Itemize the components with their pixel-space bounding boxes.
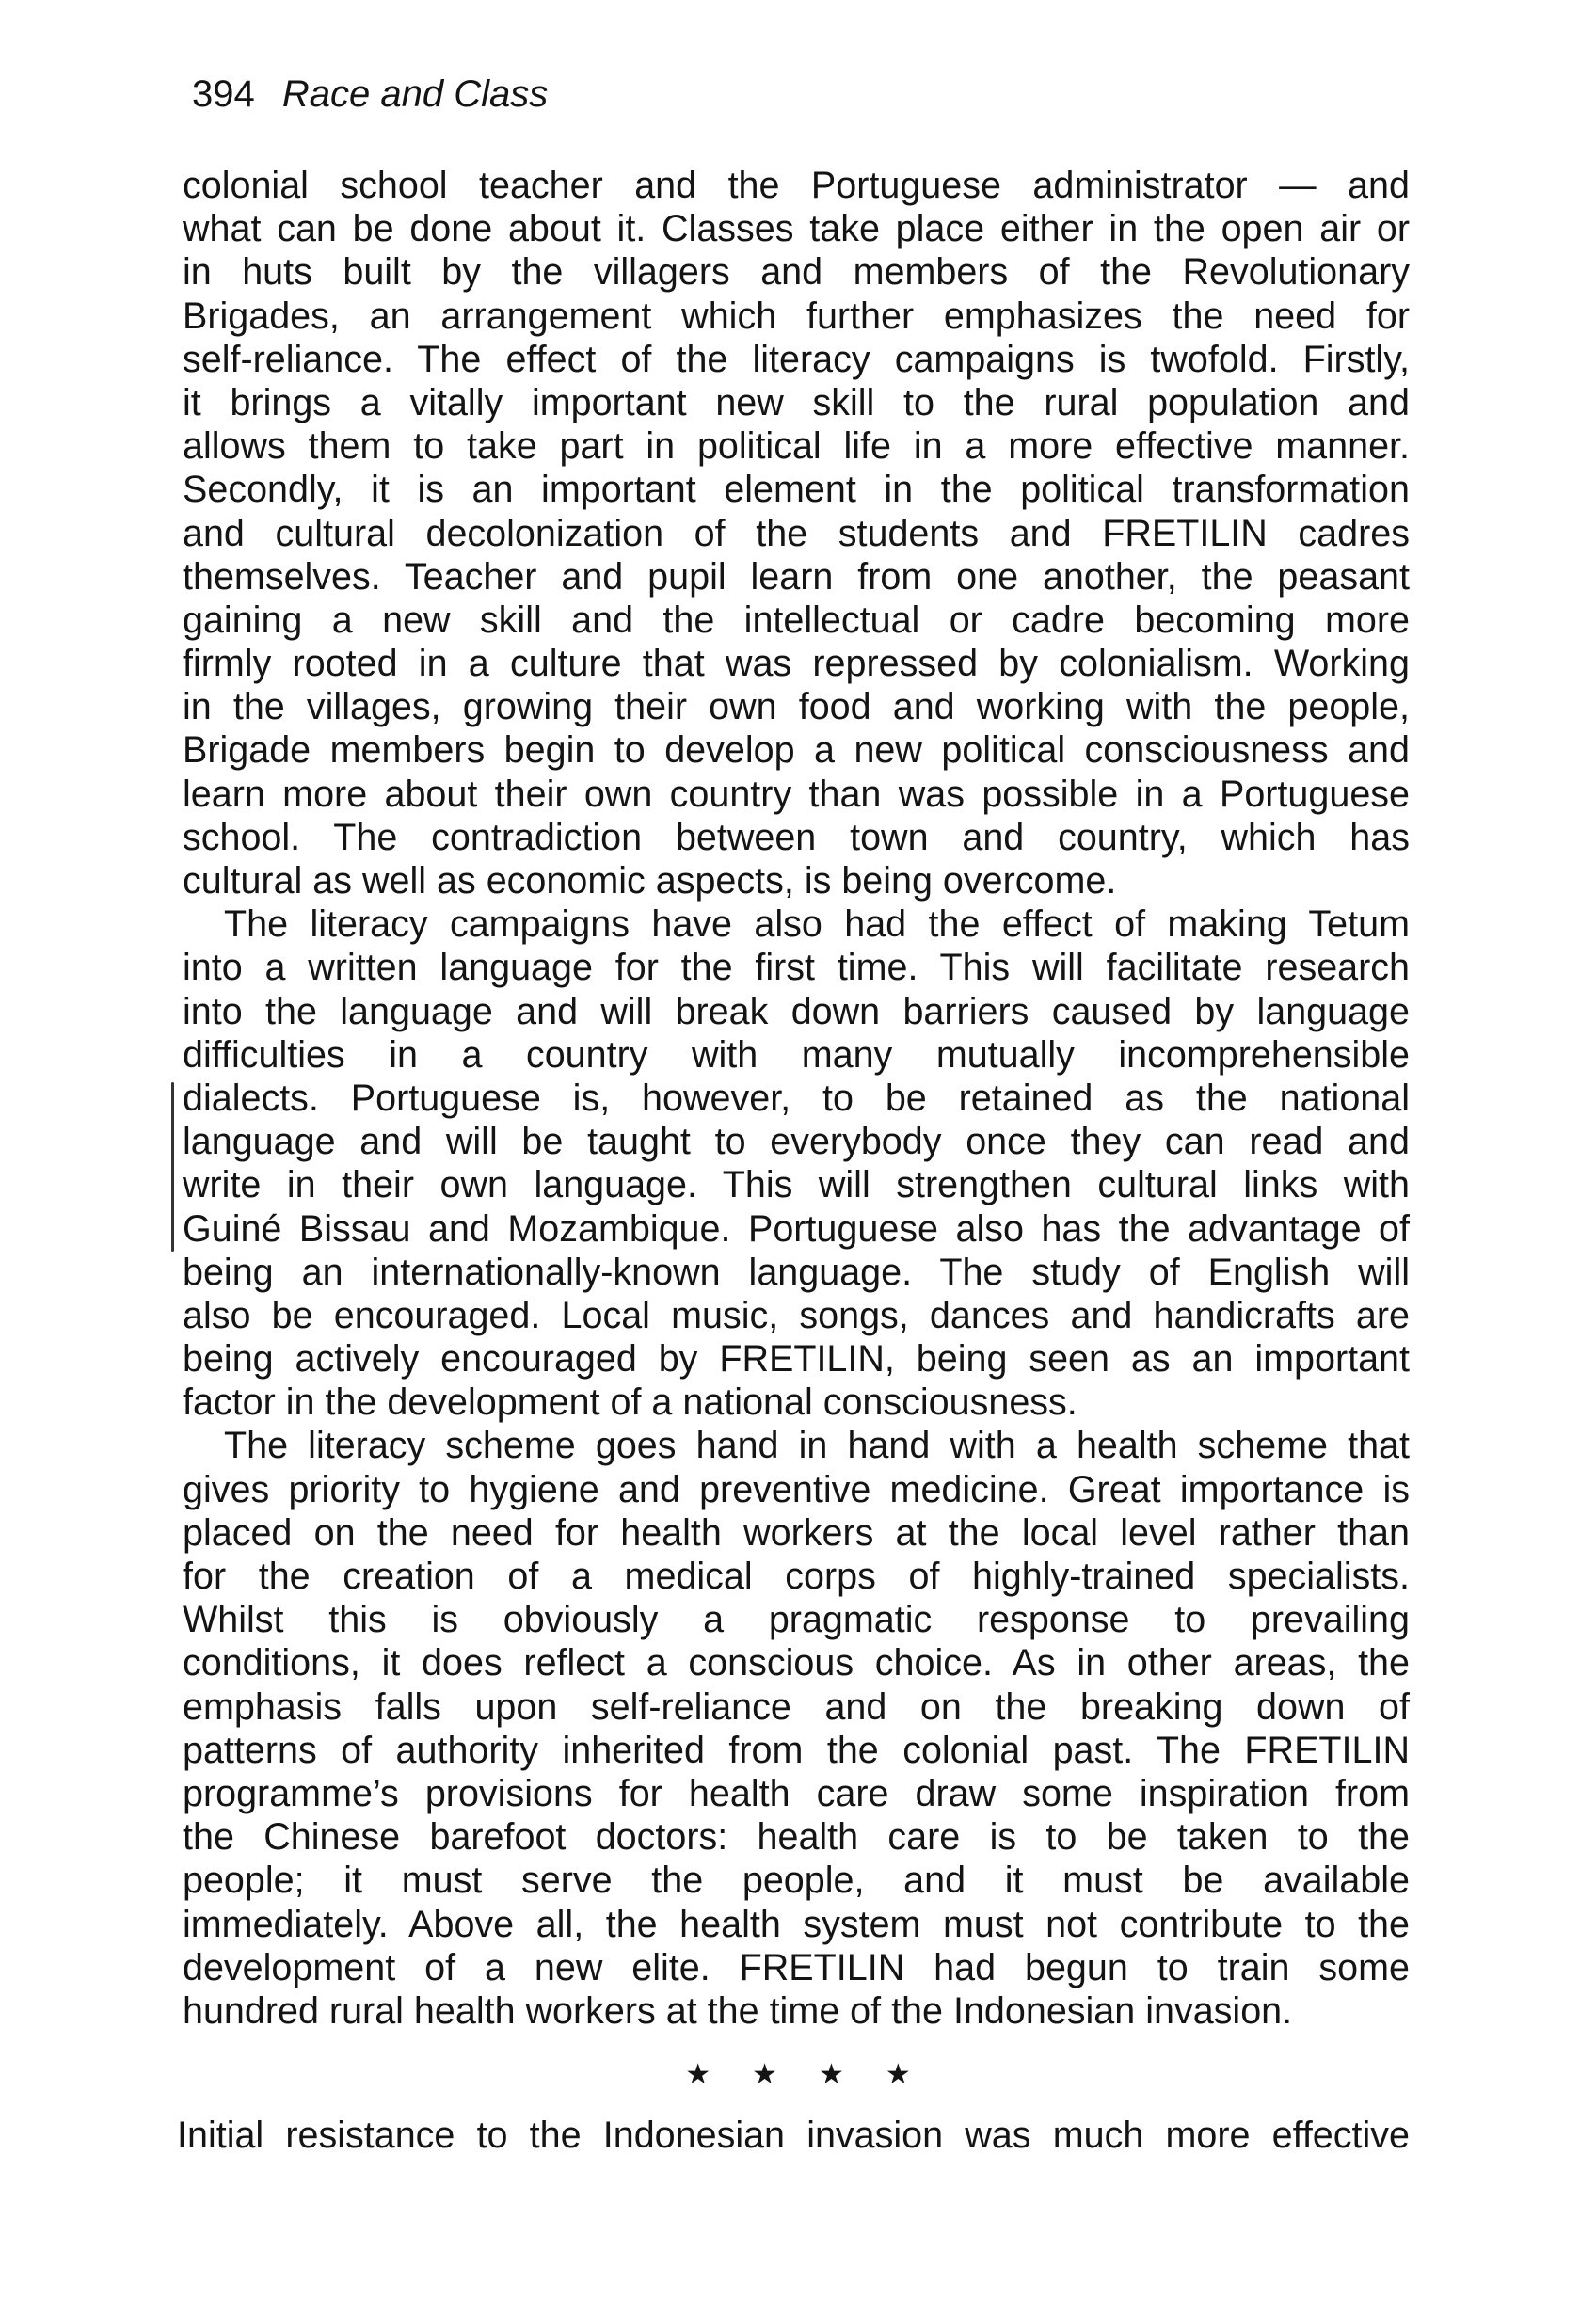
text-line: being an internationally-known language. The study of English will [183,1251,1410,1293]
text-line: emphasis falls upon self-reliance and on the breaking down of [183,1685,1410,1728]
text-line: in huts built by the villagers and members of the Revolutionary [183,251,1410,294]
text-line: for the creation of a medical corps of highly-trained specialists. [183,1556,1410,1597]
text-line: into the language and will break down barriers caused by language [183,990,1410,1032]
text-line: being actively encouraged by FRETILIN, being seen as an important [183,1338,1410,1381]
text-line: gaining a new skill and the intellectual or cadre becoming more [183,599,1410,641]
text-line: programme’s provisions for health care draw some inspiration from [183,1772,1410,1814]
text-line: placed on the need for health workers at the local level rather than [183,1511,1410,1554]
text-line: write in their own language. This will strengthen cultural links with [183,1164,1410,1206]
text-line: and cultural decolonization of the students and FRETILIN cadres [183,512,1410,554]
text-line: learn more about their own country than was possible in a Portuguese [183,773,1410,815]
star-icon: ★ [819,2058,844,2091]
closing-line: Initial resistance to the Indonesian invasion was much more effective [177,2115,1410,2156]
text-line: patterns of authority inherited from the colonial past. The FRETILIN [183,1729,1410,1771]
section-break [0,2052,1596,2099]
text-line: The literacy scheme goes hand in hand with a health scheme that [224,1425,1410,1467]
text-line: hundred rural health workers at the time of the Indonesian invasion. [183,1989,1293,2032]
star-icon: ★ [885,2058,911,2091]
journal-title: Race and Class [281,73,549,115]
text-line: school. The contradiction between town and country, which has [183,816,1410,858]
text-line: what can be done about it. Classes take place either in the open air or [183,208,1410,250]
text-line: it brings a vitally important new skill to the rural population and [183,381,1410,423]
body-text [183,164,1410,2033]
text-line: Whilst this is obviously a pragmatic response to prevailing [183,1599,1410,1641]
text-line: into a written language for the first time. This will facilitate research [183,947,1410,989]
star-icon: ★ [685,2058,711,2091]
text-line: The literacy campaigns have also had the effect of making Tetum [224,903,1410,946]
text-line: cultural as well as economic aspects, is being overcome. [183,860,1117,902]
text-line: gives priority to hygiene and preventive medicine. Great importance is [183,1468,1410,1510]
margin-change-bar [171,1082,174,1252]
text-line: firmly rooted in a culture that was repressed by colonialism. Working [183,643,1410,685]
text-line: Brigade members begin to develop a new political consciousness and [183,729,1410,772]
text-line: allows them to take part in political life in a more effective manner. [183,425,1410,468]
text-line: themselves. Teacher and pupil learn from one another, the peasant [183,555,1410,598]
text-line: conditions, it does reflect a conscious choice. As in other areas, the [183,1642,1410,1684]
page-number: 394 [192,73,255,115]
text-line: Brigades, an arrangement which further emphasizes the need for [183,295,1410,337]
text-line: Secondly, it is an important element in the political transformation [183,469,1410,511]
text-line: the Chinese barefoot doctors: health care is to be taken to the [183,1816,1410,1859]
text-line: difficulties in a country with many mutually incomprehensible [183,1033,1410,1076]
text-line: development of a new elite. FRETILIN had begun to train some [183,1946,1410,1988]
text-line: language and will be taught to everybody once they can read and [183,1121,1410,1163]
text-line: also be encouraged. Local music, songs, dances and handicrafts are [183,1294,1410,1336]
text-line: dialects. Portuguese is, however, to be retained as the national [183,1077,1410,1119]
star-icon: ★ [752,2058,777,2091]
text-line: people; it must serve the people, and it must be available [183,1860,1410,1902]
text-line: immediately. Above all, the health system must not contribute to the [183,1903,1410,1945]
text-line: self-reliance. The effect of the literacy campaigns is twofold. Firstly, [183,338,1410,380]
text-line: in the villages, growing their own food and working with the people, [183,686,1410,728]
text-line: Guiné Bissau and Mozambique. Portuguese also has the advantage of [183,1207,1410,1250]
text-line: factor in the development of a national consciousness. [183,1381,1077,1424]
running-header [192,72,548,117]
text-line: colonial school teacher and the Portuguese administrator — and [183,165,1410,206]
